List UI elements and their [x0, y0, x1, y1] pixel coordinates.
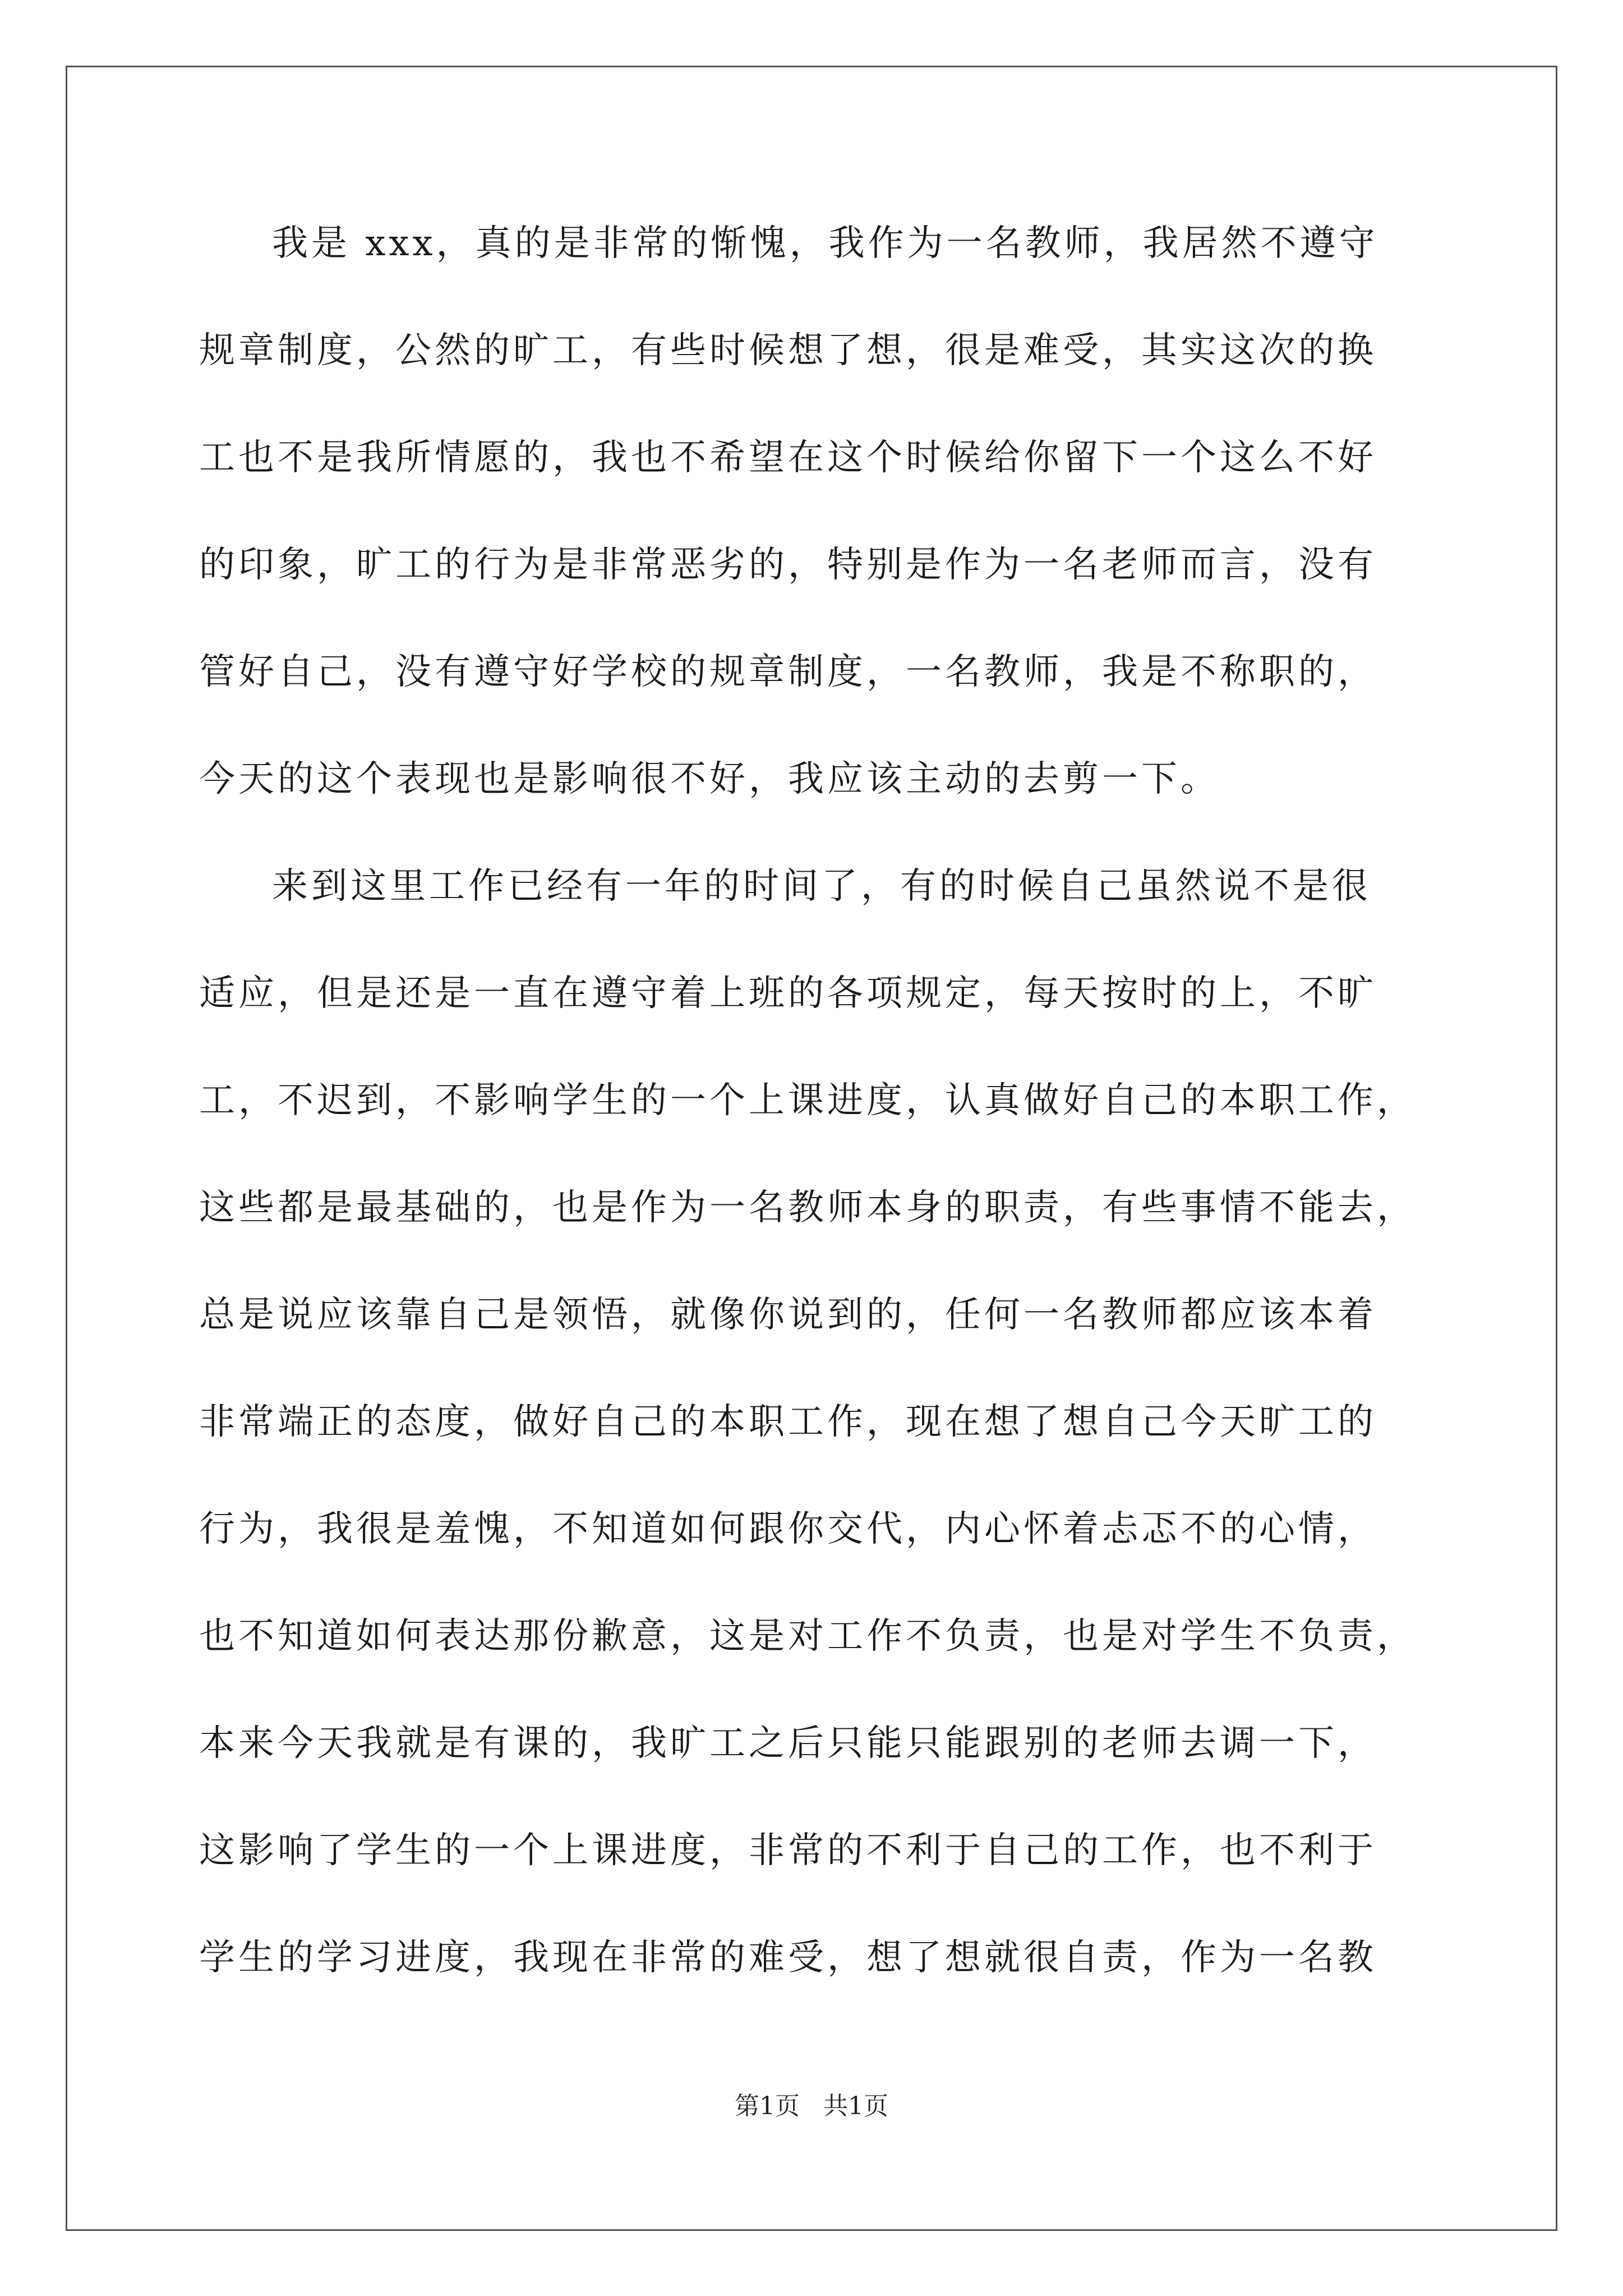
- text-line-15: 本来今天我就是有课的，我旷工之后只能只能跟别的老师去调一下，: [199, 1723, 1377, 1764]
- text-line-9: 工，不迟到，不影响学生的一个上课进度，认真做好自己的本职工作，: [199, 1080, 1416, 1121]
- text-line-7: 来到这里工作已经有一年的时间了，有的时候自己虽然说不是很: [272, 866, 1371, 907]
- page-footer: [0, 2090, 1623, 2123]
- text-line-16: 这影响了学生的一个上课进度，非常的不利于自己的工作，也不利于: [199, 1830, 1377, 1871]
- text-line-5: 管好自己，没有遵守好学校的规章制度，一名教师，我是不称职的，: [199, 651, 1377, 693]
- text-line-14: 也不知道如何表达那份歉意，这是对工作不负责，也是对学生不负责，: [199, 1616, 1416, 1657]
- text-line-12: 非常端正的态度，做好自己的本职工作，现在想了想自己今天旷工的: [199, 1401, 1377, 1443]
- page-number-total: 共1页: [823, 2092, 888, 2120]
- text-line-17: 学生的学习进度，我现在非常的难受，想了想就很自责，作为一名教: [199, 1937, 1377, 1978]
- text-line-3: 工也不是我所情愿的，我也不希望在这个时候给你留下一个这么不好: [199, 437, 1377, 478]
- text-line-10: 这些都是最基础的，也是作为一名教师本身的职责，有些事情不能去，: [199, 1187, 1416, 1228]
- text-line-13: 行为，我很是羞愧，不知道如何跟你交代，内心怀着忐忑不的心情，: [199, 1508, 1377, 1550]
- text-line-8: 适应，但是还是一直在遵守着上班的各项规定，每天按时的上，不旷: [199, 973, 1377, 1014]
- document-body: [199, 210, 1455, 2032]
- page-number-current: 第1页: [735, 2092, 800, 2120]
- text-line-2: 规章制度，公然的旷工，有些时候想了想，很是难受，其实这次的换: [199, 330, 1377, 371]
- text-line-6: 今天的这个表现也是影响很不好，我应该主动的去剪一下。: [199, 758, 1220, 800]
- text-line-4: 的印象，旷工的行为是非常恶劣的，特别是作为一名老师而言，没有: [199, 544, 1377, 586]
- text-line-1: 我是 xxx，真的是非常的惭愧，我作为一名教师，我居然不遵守: [272, 223, 1378, 264]
- text-line-11: 总是说应该靠自己是领悟，就像你说到的，任何一名教师都应该本着: [199, 1294, 1377, 1336]
